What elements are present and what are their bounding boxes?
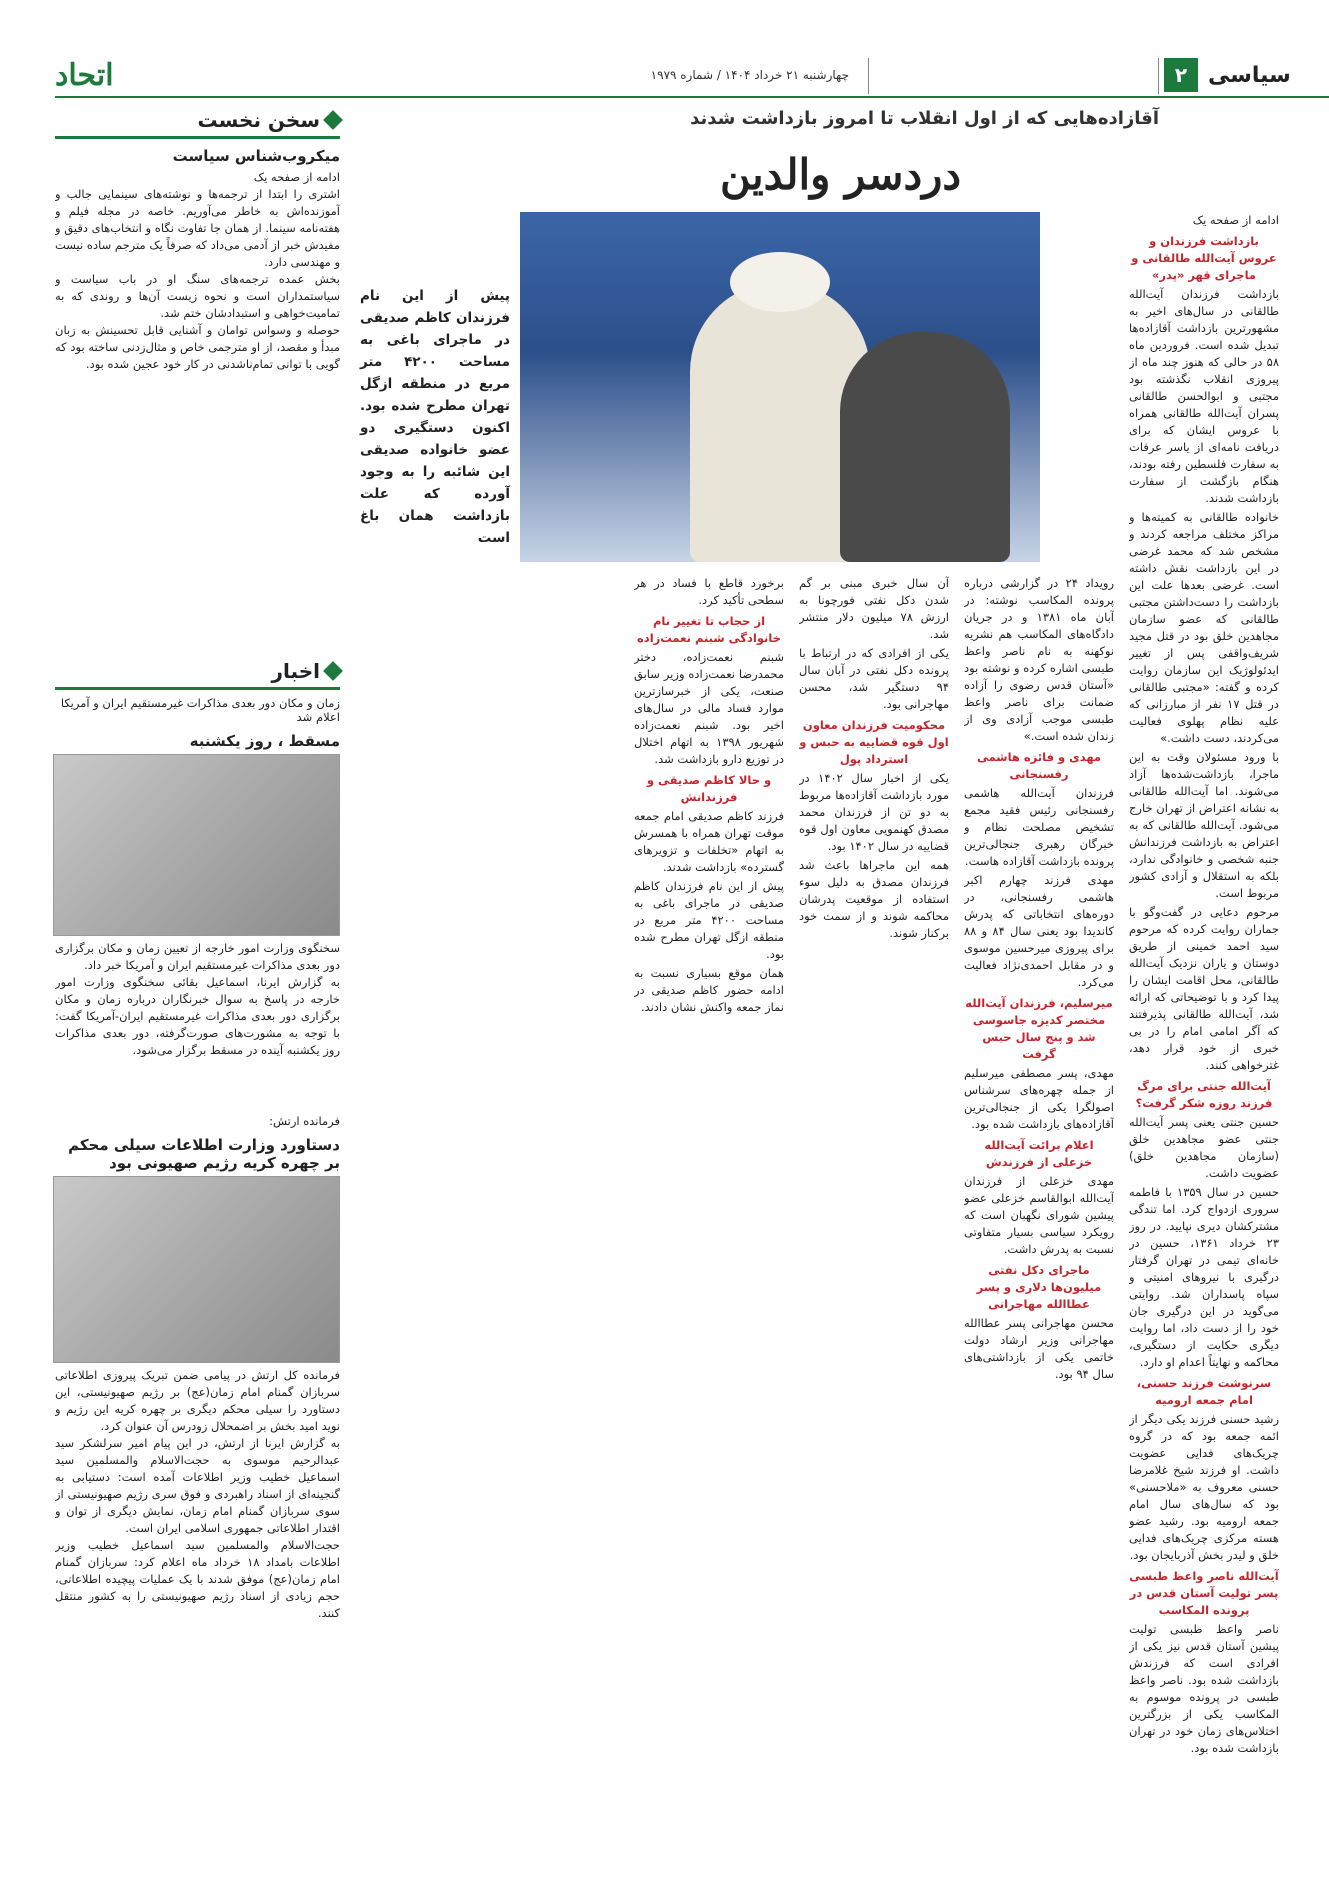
subhead: مهدی و فائزه هاشمی رفسنجانی (976, 750, 1102, 781)
subhead: ماجرای دکل نفتی میلیون‌ها دلاری و پسر عطاالله مهاجرانی (976, 1263, 1102, 1311)
paragraph: حسین در سال ۱۳۵۹ با فاطمه سروری ازدواج کرد. اما تندگی مشترکشان دیری نپایید. در روز ۲۳ خرداد ۱۳۶۱، حسین در خانه‌ای تیمی در تهران گرفتار درگیری با نیروهای امنیتی و سپاه پاسداران شد. روایتی می‌گوید در این درگیری جان خود را از دست داد، اما روایت دیگری حکایت از دستگیری، محاکمه و نهایتاً اعدام او دارد. (1129, 1185, 1279, 1369)
news-body (55, 940, 340, 1100)
editorial-body (55, 169, 340, 639)
paragraph: ناصر واعظ طبسی تولیت پیشین آستان قدس نیز یکی از افرادی است که فرزندش بازداشت شده بود. ناصر واعظ طبسی در پرونده موسوم به المکاسب یکی از بزرگترین اختلاس‌های زمان خود در تهران بازداشت شده بود. (1129, 1622, 1279, 1755)
subhead: بازداشت فرزندان و عروس آیت‌الله طالقانی و ماجرای قهر «پدر» (1131, 234, 1277, 282)
article-column-4 (634, 575, 784, 1875)
subhead: آیت‌الله ناصر واعظ طبسی پسر تولیت آستان قدس در پرونده المکاسب (1129, 1569, 1279, 1617)
story-kicker: آقازاده‌هایی که از اول انقلاب تا امروز بازداشت شدند (690, 108, 1159, 129)
subhead: اعلام برائت آیت‌الله خزعلی از فرزندش (984, 1138, 1094, 1169)
newspaper-logo: اتحاد (55, 58, 114, 93)
subhead: محکومیت فرزندان معاون اول قوه قضاییه به حبس و استرداد پول (799, 718, 949, 766)
editorial-title: میکروب‌شناس سیاست (172, 147, 340, 165)
paragraph: فرمانده کل ارتش در پیامی ضمن تبریک پیروزی اطلاعاتی سربازان گمنام امام زمان(عج) بر رژیم صهیونیستی، این دستاورد را سیلی محکم دیگری بر چهره کریه این رژیم و نوید امید بخش بر اضمحلال زودرس آن عنوان کرد. (55, 1368, 340, 1433)
news-body (55, 1367, 340, 1667)
paragraph: اشتری را ابتدا از ترجمه‌ها و نوشته‌های سینمایی جالب و آموزنده‌اش به خاطر می‌آوریم. خاصه در مجله فیلم و هفته‌نامه سینما. از همان جا تفاوت نگاه و انتخاب‌های دقیق و مفیدش خبر از آدمی می‌داد که صرفاً یک مترجم ساده نیست و مهندسی دارد. (55, 187, 340, 269)
paragraph: به گزارش ایرنا، اسماعیل بقائی سخنگوی وزارت امور خارجه در پاسخ به سوال خبرنگاران درباره زمان و مکان برگزاری دور بعدی مذاکرات غیرمستقیم ایران-آمریکا گفت: با توجه به مشورت‌های صورت‌گرفته، دور بعدی مذاکرات روز یکشنبه آینده در مسقط برگزار می‌شود. (55, 975, 340, 1057)
dateline: چهارشنبه ۲۱ خرداد ۱۴۰۴ / شماره ۱۹۷۹ (650, 68, 849, 82)
paragraph: همان موقع بسیاری نسبت به ادامه حضور کاظم صدیقی در نماز جمعه واکنش نشان دادند. (634, 966, 784, 1014)
news-photo-spokesman (53, 754, 340, 936)
paragraph: رشید حسنی فرزند یکی دیگر از ائمه جمعه بود که در گروه چریک‌های فدایی عضویت داشت. او فرزند شیخ غلامرضا حسنی معروف به «ملاحسنی» بود که سال‌های سال امام جمعه ارومیه بود. رشید عضو هسته مرکزی چریک‌های فدایی خلق و لیدر بخش آذربایجان بود. (1129, 1412, 1279, 1562)
subhead: و حالا کاظم صدیقی و فرزندانش (646, 773, 772, 804)
article-column-1 (1129, 212, 1279, 1872)
diamond-icon (323, 110, 343, 130)
section-head-label: سخن نخست (197, 108, 320, 132)
subhead: میرسلیم، فرزندان آیت‌الله مختصر کدیزه جاسوسی شد و پنج سال حبس گرفت (965, 996, 1113, 1061)
paragraph: حجت‌الاسلام والمسلمین سید اسماعیل خطیب وزیر اطلاعات بامداد ۱۸ خرداد ماه اعلام کرد: سربازان گمنام امام زمان(عج) موفق شدند با یک عملیات پیچیده اطلاعاتی، حجم زیادی از اسناد رژیم صهیونیستی را به کشور منتقل کنند. (55, 1538, 340, 1620)
section-head-editorial (55, 108, 340, 139)
photo-turban (730, 252, 830, 312)
header-divider (1158, 58, 1159, 94)
paragraph: با ورود مسئولان وقت به این ماجرا، بازداشت‌شده‌ها آزاد می‌شوند. اما آیت‌الله طالقانی به نشانه اعتراض از تهران خارج می‌شود. آیت‌الله طالقانی که به اعتراض به بازداشت فرزندانش جنبه شخصی و خانوادگی ندارد، بلکه به استقلال و آزادی کشور مربوط است. (1129, 750, 1279, 900)
section-name: سیاسی (1208, 62, 1291, 88)
subhead: سرنوشت فرزند حسنی، امام جمعه ارومیه (1136, 1376, 1272, 1407)
paragraph: شبنم نعمت‌زاده، دختر محمدرضا نعمت‌زاده وزیر سابق صنعت، یکی از خبرسازترین موارد فساد مالی در سال‌های اخیر بود. شبنم نعمت‌زاده شهریور ۱۳۹۸ به اتهام اختلال در توزیع دارو بازداشت شد. (634, 650, 784, 766)
paragraph: سخنگوی وزارت امور خارجه از تعیین زمان و مکان برگزاری دور بعدی مذاکرات غیرمستقیم ایران و آمریکا خبر داد. (55, 941, 340, 972)
diamond-icon (323, 661, 343, 681)
news-title: مسقط ، روز یکشنبه (189, 732, 340, 750)
paragraph: بخش عمده ترجمه‌های سنگ او در باب سیاست و سیاستمداران است و نحوه زیست آن‌ها و روندی که به تمامیت‌خواهی و استبدادشان ختم شد. (55, 272, 340, 320)
article-column-2 (964, 575, 1114, 1875)
subhead: از حجاب تا تغییر نام خانوادگی شبنم نعمت‌زاده (637, 614, 781, 645)
paragraph: حوصله و وسواس توامان و آشنایی قابل تحسینش به زبان مبدأ و مقصد، از او مترجمی خاص و مثال‌زدنی ساخته بود که گویی با توانی تمام‌ناشدنی در کار خود عجین شده بود. (55, 323, 340, 371)
paragraph: حسین جنتی یعنی پسر آیت‌الله جنتی عضو مجاهدین خلق (سازمان مجاهدین خلق) عضویت داشت. (1129, 1115, 1279, 1180)
paragraph: رویداد ۲۴ در گزارشی درباره پرونده المکاسب نوشته: در آبان ماه ۱۳۸۱ و در جریان دادگاه‌های المکاسب هم نشریه نوکهنه به نام ناصر واعظ طبسی اشاره کرده و نوشته بود «آستان قدس رضوی را آزاده ضمانت برای ناصر واعظ طبسی موجب آزادی وی از زندان شده است.» (964, 576, 1114, 743)
paragraph: برخورد قاطع با فساد در هر سطحی تأکید کرد. (634, 576, 784, 607)
paragraph: آن سال خبری مبنی بر گم شدن دکل نفتی فورچونا به ارزش ۷۸ میلیون دلار منتشر شد. (799, 576, 949, 641)
paragraph: همه این ماجراها باعث شد فرزندان مصدق به دلیل سوء استفاده از موقعیت پدرشان محاکمه شوند و از سمت خود برکنار شوند. (799, 858, 949, 940)
news-photo-commander (53, 1176, 340, 1363)
paragraph: محسن مهاجرانی پسر عطاالله مهاجرانی وزیر ارشاد دولت خاتمی یکی از بازداشتی‌های سال ۹۴ بود. (964, 1316, 1114, 1381)
paragraph: یکی از اخبار سال ۱۴۰۲ در مورد بازداشت آقازاده‌ها مربوط به دو تن از فرزندان محمد مصدق کهنمویی معاون اول قوه قضاییه در سال ۱۴۰۲ بود. (799, 771, 949, 853)
section-head-label: اخبار (271, 659, 320, 683)
page-header (0, 0, 1329, 93)
paragraph: مرحوم دعایی در گفت‌وگو با جماران روایت کرده که مرحوم سید احمد خمینی از طریق دوستان و یاران نزدیک آیت‌الله طالقانی، محل اقامت ایشان را پیدا کرد و با توضیحاتی که ارائه شد، آیت‌الله طالقانی پذیرفتند که آگر امامی امام را در بی خبری از خود قرار دهد، غترخواهی کنند. (1129, 905, 1279, 1072)
section-head-news (55, 659, 340, 690)
page-number: ۲ (1164, 58, 1198, 92)
main-photo (520, 212, 1040, 562)
photo-caption: پیش از این نام فرزندان کاظم صدیقی در ماجرای باغی به مساحت ۴۲۰۰ متر مربع در منطقه ازگل تهران مطرح شده بود. اکنون دستگیری دو عضو خانواده صدیقی این شائبه را به وجود آورده که علت بازداشت همان باغ است (360, 288, 511, 546)
page-tab (1164, 58, 1329, 92)
header-divider (868, 58, 869, 94)
paragraph: به گزارش ایرنا از ارتش، در این پیام امیر سرلشکر سید عبدالرحیم موسوی به حجت‌الاسلام والمسلمین سید اسماعیل خطیب وزیر اطلاعات آمده است: دستیابی به گنجینه‌ای از اسناد راهبردی و فوق سری رژیم صهیونیستی از سوی سربازان گمنام امام زمان، نمایش دیگری از توان و اقتدار اطلاعاتی جمهوری اسلامی ایران است. (55, 1436, 340, 1535)
paragraph: فرزندان آیت‌الله هاشمی رفسنجانی رئیس فقید مجمع تشخیص مصلحت نظام و خبرگان رهبری جنجالی‌ترین پرونده بازداشت آقازاده هاست. (964, 786, 1114, 868)
paragraph: خانواده طالقانی به کمیته‌ها و مراکز مختلف مراجعه کردند و مشخص شد که محمد غرضی در این بازداشت نقش داشته است. غرضی بعدها علت این بازداشت را دست‌داشتن مجتبی طالقانی که عضو سازمان مجاهدین خلق بود در قتل مجید شریف‌واقفی پس از تغییر ایدئولوژیک این سازمان روایت کرده و گفته: «مجتبی طالقانی در قتل ۱۷ نفر از مبارزانی که علیه نظام پهلوی فعالیت می‌کردند، دست داشت.» (1129, 510, 1279, 745)
paragraph: یکی از افرادی که در ارتباط با پرونده دکل نفتی در آبان سال ۹۴ دستگیر شد، محسن مهاجرانی بود. (799, 646, 949, 711)
paragraph: پیش از این نام فرزندان کاظم صدیقی در ماجرای باغی به مساحت ۴۲۰۰ متر مربع در منطقه ازگل تهران مطرح شده بود. (634, 879, 784, 961)
paragraph: مهدی فرزند چهارم اکبر هاشمی رفسنجانی، در دوره‌های انتخاباتی که پدرش کاندیدا بود یعنی سال ۸۴ و ۸۸ برای پیروزی میرحسین موسوی و در مقابل احمدی‌نژاد فعالیت می‌کرد. (964, 873, 1114, 989)
photo-figure-man (840, 332, 1010, 562)
left-sidebar (55, 108, 340, 1667)
story-title: دردسر والدین (720, 150, 962, 199)
news-title: دستاورد وزارت اطلاعات سیلی محکم بر چهره کریه رژیم صهیونی بود (68, 1136, 340, 1172)
paragraph: مهدی خزعلی از فرزندان آیت‌الله ابوالقاسم خزعلی عضو پیشین شورای نگهبان است که رویکرد سیاسی بسیار متفاوتی نسبت به پدرش داشت. (964, 1174, 1114, 1256)
paragraph: فرزند کاظم صدیقی امام جمعه موقت تهران همراه با همسرش به اتهام «تخلفات و تزویرهای گسترده» بازداشت شدند. (634, 809, 784, 874)
header-rule (55, 96, 1329, 98)
subhead: آیت‌الله جنتی برای مرگ فرزند روزه شکر گرفت؟ (1135, 1079, 1273, 1110)
paragraph: بازداشت فرزندان آیت‌الله طالقانی در سال‌های اخیر به مشهورترین بازداشت آقازاده‌ها تبدیل شده است. فروردین ماه ۵۸ در حالی که هنوز چند ماه از پیروزی انقلاب نگذشته بود مجتبی و ابوالحسن طالقانی پسران آیت‌الله طالقانی همراه با عروس ایشان که برای دریافت نامه‌ای از یاسر عرفات به سفارت فلسطین رفته بودند، هنگام بازگشت از سفارت بازداشت شدند. (1129, 287, 1279, 505)
news-kicker: فرمانده ارتش: (269, 1114, 340, 1128)
paragraph: مهدی، پسر مصطفی میرسلیم از جمله چهره‌های سرشناس اصولگرا یکی از جنجالی‌ترین آقازاده‌های بازداشت شده بود. (964, 1066, 1114, 1131)
article-column-3 (799, 575, 949, 1875)
paragraph: ادامه از صفحه یک (253, 170, 340, 184)
news-kicker: زمان و مکان دور بعدی مذاکرات غیرمستقیم ایران و آمریکا اعلام شد (60, 696, 340, 724)
article-intro: ادامه از صفحه یک (1192, 213, 1279, 227)
